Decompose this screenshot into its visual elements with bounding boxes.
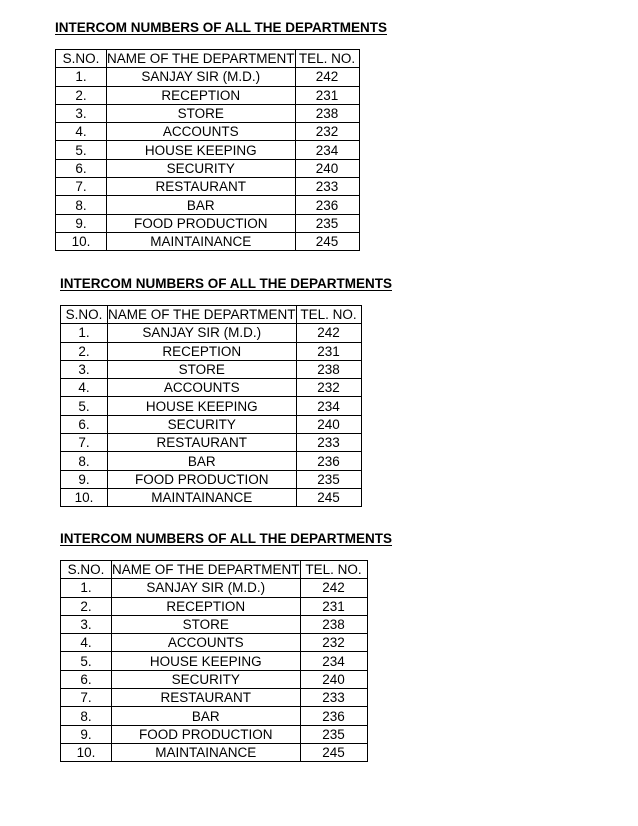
serial-number-cell: 8. — [61, 707, 112, 725]
table-row — [61, 324, 362, 342]
table-row — [61, 615, 368, 633]
telephone-number-cell: 236 — [296, 452, 361, 470]
table-row — [61, 652, 368, 670]
table-row — [61, 452, 362, 470]
column-header-telephone-number: TEL. NO. — [295, 50, 359, 68]
table-row — [61, 707, 368, 725]
department-name-cell: ACCOUNTS — [112, 634, 301, 652]
serial-number-cell: 6. — [61, 670, 112, 688]
telephone-number-cell: 238 — [300, 615, 367, 633]
serial-number-cell: 1. — [61, 324, 108, 342]
telephone-number-cell: 233 — [300, 689, 367, 707]
table-row — [56, 141, 360, 159]
telephone-number-cell: 235 — [296, 470, 361, 488]
telephone-number-cell: 232 — [295, 123, 359, 141]
table-row — [56, 214, 360, 232]
column-header-telephone-number: TEL. NO. — [300, 561, 367, 579]
serial-number-cell: 5. — [56, 141, 107, 159]
table-header-row — [56, 50, 360, 68]
serial-number-cell: 3. — [61, 615, 112, 633]
telephone-number-cell: 240 — [300, 670, 367, 688]
department-name-cell: ACCOUNTS — [108, 379, 297, 397]
serial-number-cell: 9. — [56, 214, 107, 232]
column-header-telephone-number: TEL. NO. — [296, 306, 361, 324]
table-row — [61, 342, 362, 360]
department-name-cell: SECURITY — [112, 670, 301, 688]
telephone-number-cell: 231 — [300, 597, 367, 615]
table-row — [61, 397, 362, 415]
column-header-serial-number: S.NO. — [61, 561, 112, 579]
department-name-cell: SANJAY SIR (M.D.) — [108, 324, 297, 342]
table-row — [61, 579, 368, 597]
table-row — [56, 232, 360, 250]
telephone-number-cell: 245 — [300, 743, 367, 761]
column-header-serial-number: S.NO. — [56, 50, 107, 68]
department-name-cell: MAINTAINANCE — [112, 743, 301, 761]
serial-number-cell: 7. — [61, 434, 108, 452]
table-row — [61, 725, 368, 743]
serial-number-cell: 2. — [61, 597, 112, 615]
intercom-block-1 — [55, 20, 387, 251]
serial-number-cell: 5. — [61, 652, 112, 670]
serial-number-cell: 2. — [56, 86, 107, 104]
intercom-table — [60, 560, 368, 762]
telephone-number-cell: 242 — [296, 324, 361, 342]
serial-number-cell: 2. — [61, 342, 108, 360]
telephone-number-cell: 234 — [300, 652, 367, 670]
table-row — [61, 470, 362, 488]
telephone-number-cell: 242 — [295, 68, 359, 86]
intercom-block-2 — [60, 276, 392, 507]
table-row — [61, 434, 362, 452]
serial-number-cell: 9. — [61, 470, 108, 488]
telephone-number-cell: 245 — [296, 488, 361, 506]
serial-number-cell: 9. — [61, 725, 112, 743]
department-name-cell: FOOD PRODUCTION — [108, 470, 297, 488]
table-row — [61, 597, 368, 615]
department-name-cell: ACCOUNTS — [107, 123, 296, 141]
table-row — [61, 360, 362, 378]
table-row — [61, 634, 368, 652]
telephone-number-cell: 236 — [295, 196, 359, 214]
department-name-cell: STORE — [108, 360, 297, 378]
intercom-heading: INTERCOM NUMBERS OF ALL THE DEPARTMENTS — [60, 276, 392, 291]
serial-number-cell: 1. — [56, 68, 107, 86]
table-row — [56, 86, 360, 104]
serial-number-cell: 6. — [56, 159, 107, 177]
department-name-cell: RECEPTION — [107, 86, 296, 104]
telephone-number-cell: 232 — [300, 634, 367, 652]
column-header-serial-number: S.NO. — [61, 306, 108, 324]
serial-number-cell: 4. — [56, 123, 107, 141]
serial-number-cell: 4. — [61, 634, 112, 652]
department-name-cell: SECURITY — [107, 159, 296, 177]
telephone-number-cell: 234 — [295, 141, 359, 159]
intercom-heading: INTERCOM NUMBERS OF ALL THE DEPARTMENTS — [55, 20, 387, 35]
telephone-number-cell: 238 — [295, 104, 359, 122]
department-name-cell: BAR — [112, 707, 301, 725]
serial-number-cell: 10. — [61, 743, 112, 761]
intercom-block-3 — [60, 531, 392, 762]
telephone-number-cell: 238 — [296, 360, 361, 378]
department-name-cell: RESTAURANT — [112, 689, 301, 707]
telephone-number-cell: 235 — [300, 725, 367, 743]
department-name-cell: FOOD PRODUCTION — [107, 214, 296, 232]
department-name-cell: BAR — [108, 452, 297, 470]
telephone-number-cell: 236 — [300, 707, 367, 725]
department-name-cell: STORE — [107, 104, 296, 122]
serial-number-cell: 8. — [61, 452, 108, 470]
telephone-number-cell: 232 — [296, 379, 361, 397]
department-name-cell: MAINTAINANCE — [108, 488, 297, 506]
table-row — [56, 159, 360, 177]
department-name-cell: SECURITY — [108, 415, 297, 433]
department-name-cell: STORE — [112, 615, 301, 633]
table-row — [61, 379, 362, 397]
table-row — [56, 196, 360, 214]
department-name-cell: SANJAY SIR (M.D.) — [112, 579, 301, 597]
telephone-number-cell: 240 — [295, 159, 359, 177]
department-name-cell: HOUSE KEEPING — [112, 652, 301, 670]
table-row — [56, 104, 360, 122]
department-name-cell: FOOD PRODUCTION — [112, 725, 301, 743]
serial-number-cell: 7. — [61, 689, 112, 707]
telephone-number-cell: 240 — [296, 415, 361, 433]
intercom-table — [55, 49, 360, 251]
telephone-number-cell: 233 — [295, 178, 359, 196]
serial-number-cell: 8. — [56, 196, 107, 214]
telephone-number-cell: 245 — [295, 232, 359, 250]
telephone-number-cell: 233 — [296, 434, 361, 452]
column-header-department-name: NAME OF THE DEPARTMENT — [112, 562, 300, 578]
intercom-heading: INTERCOM NUMBERS OF ALL THE DEPARTMENTS — [60, 531, 392, 546]
department-name-cell: RECEPTION — [108, 342, 297, 360]
serial-number-cell: 3. — [56, 104, 107, 122]
table-row — [61, 743, 368, 761]
telephone-number-cell: 231 — [296, 342, 361, 360]
table-row — [61, 488, 362, 506]
telephone-number-cell: 234 — [296, 397, 361, 415]
column-header-department-name: NAME OF THE DEPARTMENT — [108, 307, 296, 323]
department-name-cell: RESTAURANT — [108, 434, 297, 452]
serial-number-cell: 7. — [56, 178, 107, 196]
serial-number-cell: 5. — [61, 397, 108, 415]
telephone-number-cell: 231 — [295, 86, 359, 104]
serial-number-cell: 10. — [61, 488, 108, 506]
table-row — [61, 670, 368, 688]
column-header-department-name: NAME OF THE DEPARTMENT — [107, 51, 295, 67]
serial-number-cell: 4. — [61, 379, 108, 397]
department-name-cell: RESTAURANT — [107, 178, 296, 196]
table-row — [56, 68, 360, 86]
department-name-cell: BAR — [107, 196, 296, 214]
department-name-cell: MAINTAINANCE — [107, 232, 296, 250]
department-name-cell: HOUSE KEEPING — [107, 141, 296, 159]
table-row — [61, 689, 368, 707]
telephone-number-cell: 242 — [300, 579, 367, 597]
serial-number-cell: 3. — [61, 360, 108, 378]
table-header-row — [61, 306, 362, 324]
table-row — [61, 415, 362, 433]
table-header-row — [61, 561, 368, 579]
serial-number-cell: 1. — [61, 579, 112, 597]
telephone-number-cell: 235 — [295, 214, 359, 232]
department-name-cell: SANJAY SIR (M.D.) — [107, 68, 296, 86]
table-row — [56, 178, 360, 196]
department-name-cell: RECEPTION — [112, 597, 301, 615]
table-row — [56, 123, 360, 141]
serial-number-cell: 6. — [61, 415, 108, 433]
intercom-table — [60, 305, 362, 507]
department-name-cell: HOUSE KEEPING — [108, 397, 297, 415]
serial-number-cell: 10. — [56, 232, 107, 250]
